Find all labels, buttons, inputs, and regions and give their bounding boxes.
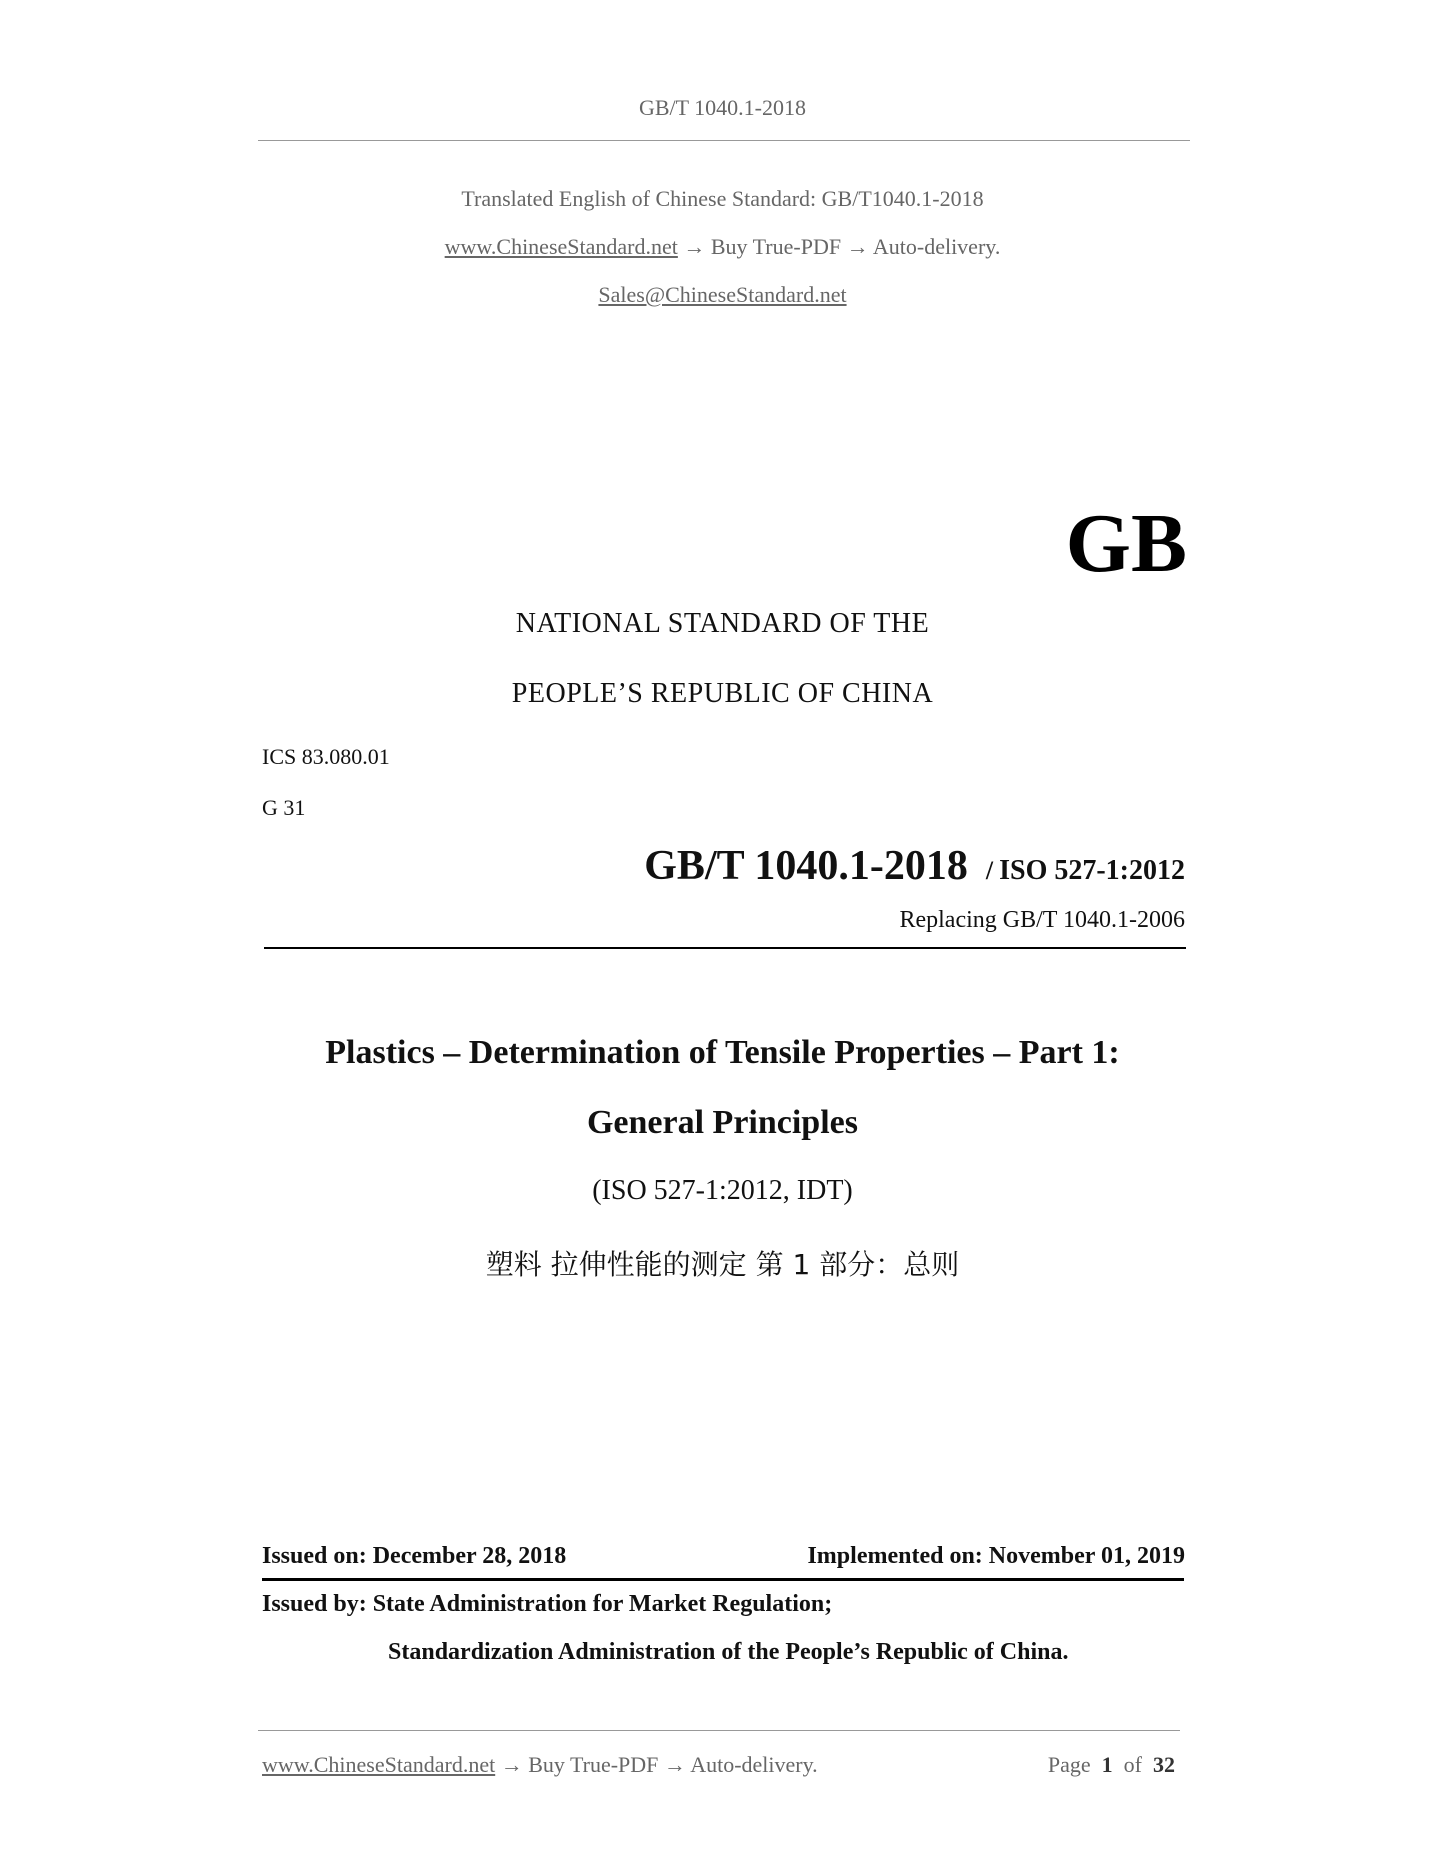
gb-mark: GB bbox=[1065, 497, 1187, 590]
ics-code: ICS 83.080.01 bbox=[262, 744, 390, 769]
dates-divider bbox=[262, 1578, 1184, 1581]
title-line2: General Principles bbox=[586, 1104, 858, 1141]
translation-notice: Translated English of Chinese Standard: GB/T1040.1-2018 bbox=[461, 186, 984, 211]
implemented-on-date: Implemented on: November 01, 2019 bbox=[807, 1543, 1185, 1569]
page-number: 1 bbox=[1101, 1752, 1113, 1777]
standard-separator: / bbox=[985, 856, 994, 885]
issued-by-line1: Issued by: State Administration for Market Regulation; bbox=[262, 1591, 833, 1617]
chinese-title: 塑料 拉伸性能的测定 第 1 部分：总则 bbox=[485, 1248, 960, 1281]
page-label: Page bbox=[1047, 1752, 1091, 1777]
purchase-notice bbox=[0, 234, 1445, 260]
standard-number: GB/T 1040.1-2018 bbox=[644, 843, 968, 889]
iso-equivalent: ISO 527-1:2012 bbox=[999, 855, 1185, 886]
issued-by-line2: Standardization Administration of the People’s Republic of China. bbox=[388, 1639, 1069, 1665]
of-label: of bbox=[1123, 1752, 1142, 1777]
national-standard-line2: PEOPLE’S REPUBLIC OF CHINA bbox=[511, 678, 934, 709]
page-indicator bbox=[1048, 1752, 1175, 1778]
footer-purchase-text: → Buy True-PDF → Auto-delivery. bbox=[500, 1752, 818, 1777]
standard-number-line bbox=[644, 842, 1185, 890]
email-line bbox=[0, 282, 1445, 308]
standard-divider bbox=[264, 947, 1186, 949]
footer-divider bbox=[258, 1730, 1180, 1731]
purchase-text: → Buy True-PDF → Auto-delivery. bbox=[683, 234, 1001, 259]
page-total: 32 bbox=[1153, 1752, 1175, 1777]
site-link[interactable]: www.ChineseStandard.net bbox=[444, 234, 678, 259]
national-standard-line1: NATIONAL STANDARD OF THE bbox=[515, 608, 930, 639]
issued-on-date: Issued on: December 28, 2018 bbox=[262, 1543, 567, 1569]
sales-email-link[interactable]: Sales@ChineseStandard.net bbox=[598, 282, 847, 307]
title-line1: Plastics – Determination of Tensile Properties – Part 1: bbox=[325, 1034, 1120, 1071]
replacing-note: Replacing GB/T 1040.1-2006 bbox=[899, 907, 1185, 933]
footer-site-link[interactable]: www.ChineseStandard.net bbox=[262, 1752, 496, 1777]
g-code: G 31 bbox=[262, 795, 306, 820]
footer-notice bbox=[262, 1752, 818, 1778]
running-header: GB/T 1040.1-2018 bbox=[638, 95, 807, 120]
iso-reference: (ISO 527-1:2012, IDT) bbox=[592, 1175, 853, 1206]
header-divider bbox=[258, 140, 1190, 141]
